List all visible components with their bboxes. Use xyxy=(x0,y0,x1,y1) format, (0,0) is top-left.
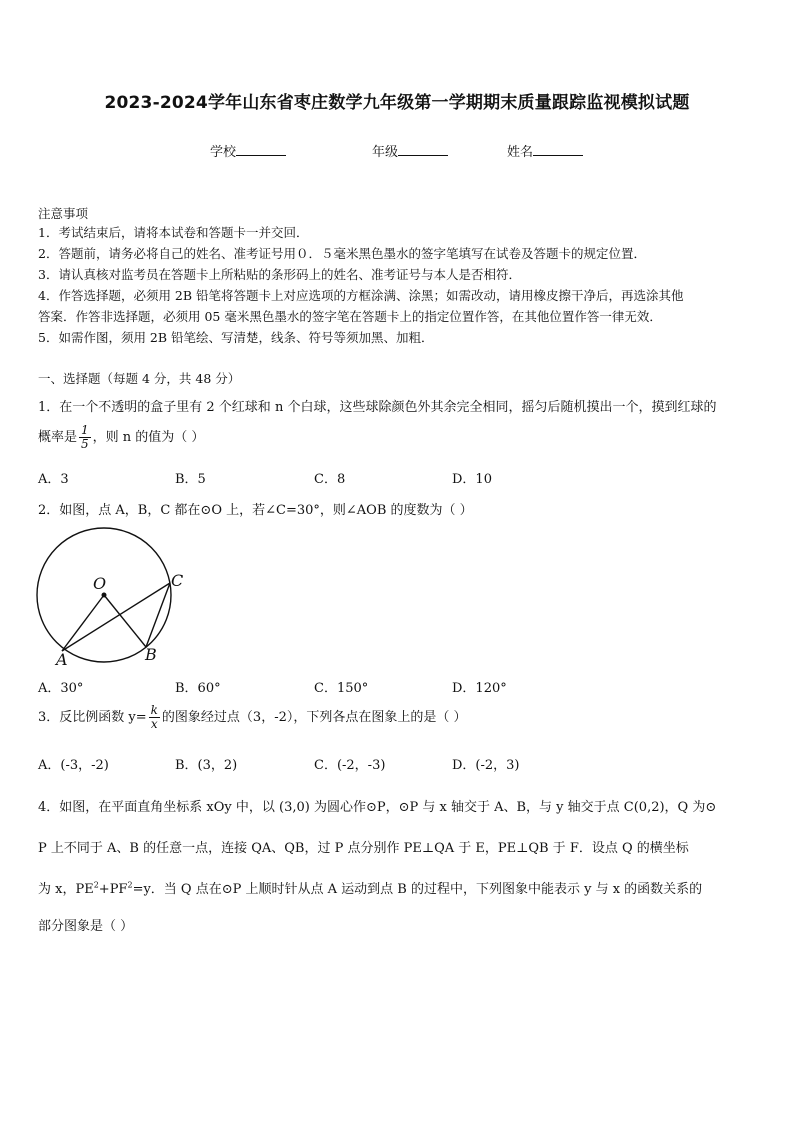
q1-choice-d[interactable]: D．10 xyxy=(452,472,492,487)
q3-choices xyxy=(38,754,763,774)
name-blank[interactable] xyxy=(533,142,583,156)
q1-choice-c[interactable]: C．8 xyxy=(314,472,346,487)
q4-line4: 部分图象是（ ） xyxy=(38,919,134,934)
q4-sup-1: 2 xyxy=(93,880,99,890)
q3-pre: 3．反比例函数 y= xyxy=(38,710,147,725)
q2-segment-oa xyxy=(62,595,104,651)
q1-line2-post: ，则 n 的值为（ ） xyxy=(92,430,205,445)
q4-sup-2: 2 xyxy=(127,880,133,890)
q4-line3-post: =y．当 Q 点在⊙P 上顺时针从点 A 运动到点 B 的过程中，下列图象中能表示 y 与 x 的函数关系的 xyxy=(132,882,703,897)
q2-label-c: C xyxy=(171,571,184,590)
notice-list xyxy=(38,222,763,348)
q4-line1: 4．如图，在平面直角坐标系 xOy 中，以 (3,0) 为圆心作⊙P，⊙P 与 x 轴交于 A、B，与 y 轴交于点 C(0,2)，Q 为⊙ xyxy=(38,800,717,815)
notice-item: 1．考试结束后，请将本试卷和答题卡一并交回． xyxy=(38,225,309,240)
q3-choice-b[interactable]: B．(3，2) xyxy=(175,758,238,773)
q1-choice-b[interactable]: B．5 xyxy=(175,472,206,487)
notice-item: 5．如需作图，须用 2B 铅笔绘、写清楚，线条、符号等须加黑、加粗． xyxy=(38,330,434,345)
q3-frac-num: k xyxy=(150,703,158,717)
grade-label: 年级 xyxy=(372,145,399,160)
q4-line3 xyxy=(38,878,702,897)
q2-choices xyxy=(38,677,763,697)
q2-circle-figure xyxy=(30,520,200,670)
q4-line3-pre: 为 x，PE xyxy=(38,882,94,897)
q3-post: 的图象经过点（3，-2），下列各点在图象上的是（ ） xyxy=(161,710,467,725)
q4-line2: P 上不同于 A、B 的任意一点，连接 QA、QB，过 P 点分别作 PE⊥QA 于 E，PE⊥QB 于 F．设点 Q 的横坐标 xyxy=(38,841,689,856)
q1-frac-den: 5 xyxy=(81,437,89,451)
q1-fraction xyxy=(79,424,91,451)
q1-choice-a[interactable]: A．3 xyxy=(38,472,69,487)
q1-line1: 1．在一个不透明的盒子里有 2 个红球和 n 个白球，这些球除颜色外其余完全相同，摇匀后随机摸出一个，摸到红球的 xyxy=(38,400,717,415)
q2-choice-b[interactable]: B．60° xyxy=(175,681,221,696)
q3-frac-den: x xyxy=(150,717,158,731)
q4-line3-mid: +PF xyxy=(98,882,128,897)
school-label: 学校 xyxy=(210,145,237,160)
notice-item: 2．答题前，请务必将自己的姓名、准考证号用０．５毫米黑色墨水的签字笔填写在试卷及答题卡的规定位置． xyxy=(38,246,646,261)
name-label: 姓名 xyxy=(507,145,534,160)
q2-label-b: B xyxy=(145,645,157,664)
q3-choice-a[interactable]: A．(-3，-2) xyxy=(38,758,109,773)
q3-choice-c[interactable]: C．(-2，-3) xyxy=(314,758,386,773)
q2-choice-a[interactable]: A．30° xyxy=(38,681,84,696)
notice-item: 4．作答选择题，必须用 2B 铅笔将答题卡上对应选项的方框涂满、涂黑；如需改动，请用橡皮擦干净后，再选涂其他 xyxy=(38,288,684,303)
q2-label-a: A xyxy=(56,650,68,669)
q2-choice-c[interactable]: C．150° xyxy=(314,681,369,696)
notice-heading: 注意事项 xyxy=(38,206,89,221)
q2-label-o: O xyxy=(93,574,107,593)
q1-choices xyxy=(38,468,763,488)
notice-item: 3．请认真核对监考员在答题卡上所粘贴的条形码上的姓名、准考证号与本人是否相符． xyxy=(38,267,521,282)
q3-fraction xyxy=(149,704,160,731)
q1-line2 xyxy=(38,424,204,451)
section-heading: 一、选择题（每题 4 分，共 48 分） xyxy=(38,371,241,386)
grade-blank[interactable] xyxy=(398,142,448,156)
q2-segment-bc xyxy=(146,583,170,647)
q1-line2-pre: 概率是 xyxy=(38,430,78,445)
q3-choice-d[interactable]: D．(-2，3) xyxy=(452,758,520,773)
name-field[interactable] xyxy=(507,141,583,160)
q3-text xyxy=(38,704,467,731)
school-blank[interactable] xyxy=(236,142,286,156)
q2-center-dot xyxy=(102,593,107,598)
grade-field[interactable] xyxy=(372,141,448,160)
q2-choice-d[interactable]: D．120° xyxy=(452,681,507,696)
school-field[interactable] xyxy=(210,141,286,160)
q1-frac-num: 1 xyxy=(81,423,89,437)
q2-text: 2．如图，点 A，B，C 都在⊙O 上，若∠C=30°，则∠AOB 的度数为（ ） xyxy=(38,503,473,518)
student-info-row xyxy=(0,141,794,161)
page-title: 2023-2024学年山东省枣庄数学九年级第一学期期末质量跟踪监视模拟试题 xyxy=(104,93,690,113)
notice-item: 答案．作答非选择题，必须用 05 毫米黑色墨水的签字笔在答题卡上的指定位置作答，在其他位置作答一律无效． xyxy=(38,309,662,324)
